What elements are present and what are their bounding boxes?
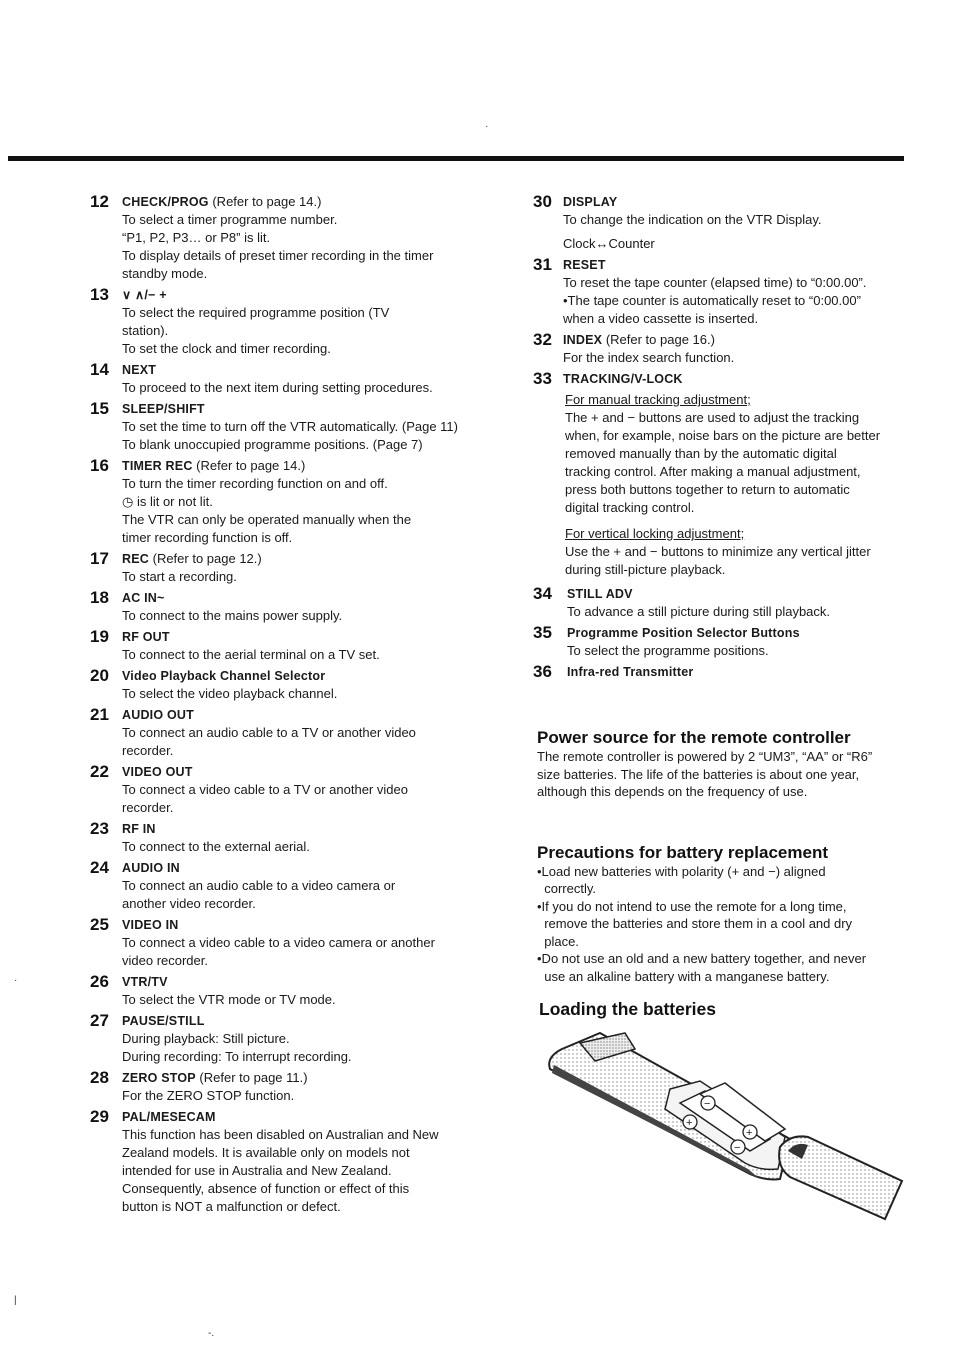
item-number: 12 <box>90 192 109 211</box>
item-description-line: To connect to the aerial terminal on a TV set. <box>122 647 380 662</box>
precaution-line: •Do not use an old and a new battery together, and never <box>537 951 867 966</box>
item-description-line: To connect to the external aerial. <box>122 839 310 854</box>
item-heading <box>122 457 500 475</box>
item-heading <box>122 1012 500 1030</box>
item-label: STILL ADV <box>567 587 633 601</box>
item-heading <box>563 193 913 211</box>
margin-speck: -. <box>208 1328 215 1339</box>
item-description-line: The VTR can only be operated manually when the <box>122 512 412 527</box>
item-number: 26 <box>90 972 109 991</box>
manual-tracking-line: when, for example, noise bars on the picture are better <box>565 428 881 443</box>
item-number: 22 <box>90 762 109 781</box>
item-label: AUDIO IN <box>122 861 180 875</box>
item-description-line: To connect an audio cable to a TV or another video <box>122 725 416 740</box>
item-description-line: To set the clock and timer recording. <box>122 341 331 356</box>
vertical-locking-line: during still-picture playback. <box>565 562 726 577</box>
item-heading <box>122 859 500 877</box>
item-label: VIDEO OUT <box>122 765 193 779</box>
item-13 <box>90 286 500 358</box>
item-heading <box>122 1108 500 1126</box>
precaution-line: use an alkaline battery with a manganese battery. <box>537 968 830 984</box>
item-label: PAUSE/STILL <box>122 1014 205 1028</box>
item-number: 23 <box>90 819 109 838</box>
item-30 <box>533 193 913 253</box>
item-description-line: To turn the timer recording function on and off. <box>122 476 388 491</box>
item-description-line: recorder. <box>122 743 174 758</box>
item-description-line: To proceed to the next item during setting procedures. <box>122 380 433 395</box>
item-number: 20 <box>90 666 109 685</box>
item-description-line: station). <box>122 323 169 338</box>
svg-text:−: − <box>704 1098 711 1110</box>
item-description-line: To connect a video cable to a TV or another video <box>122 782 408 797</box>
item-description-line: standby mode. <box>122 266 208 281</box>
item-description-line: To connect to the mains power supply. <box>122 608 343 623</box>
item-number: 14 <box>90 360 109 379</box>
item-description-line: To blank unoccupied programme positions. (Page 7) <box>122 437 423 452</box>
remote-battery-illustration <box>540 1029 910 1229</box>
item-description-line: This function has been disabled on Australian and New <box>122 1127 439 1142</box>
item-page-ref: (Refer to page 11.) <box>195 1070 308 1085</box>
item-number: 32 <box>533 330 552 349</box>
item-description-line: To advance a still picture during still playback. <box>567 604 831 619</box>
item-description-line: Zealand models. It is available only on models not <box>122 1145 410 1160</box>
item-number: 35 <box>533 623 552 642</box>
item-number: 24 <box>90 858 109 877</box>
precautions-title: Precautions for battery replacement <box>537 842 828 862</box>
item-description-line: To select the required programme position (TV <box>122 305 390 320</box>
item-29 <box>90 1108 500 1216</box>
item-description-line: To connect a video cable to a video camera or another <box>122 935 435 950</box>
item-description-line: Consequently, absence of function or effect of this <box>122 1181 410 1196</box>
vertical-locking-line: Use the + and − buttons to minimize any vertical jitter <box>565 544 871 559</box>
item-35 <box>533 624 913 660</box>
item-label: RF IN <box>122 822 156 836</box>
item-label: TIMER REC <box>122 459 193 473</box>
item-34 <box>533 585 913 621</box>
item-32 <box>533 331 913 367</box>
item-number: 19 <box>90 627 109 646</box>
item-number: 33 <box>533 369 552 388</box>
item-label: Infra-red Transmitter <box>567 665 694 679</box>
tracking-details <box>533 391 913 579</box>
item-heading <box>122 973 500 991</box>
item-number: 28 <box>90 1068 109 1087</box>
item-description-line: To select the video playback channel. <box>122 686 338 701</box>
item-16 <box>90 457 500 547</box>
item-heading <box>122 550 500 568</box>
svg-text:+: + <box>686 1117 693 1129</box>
power-source-line: although this depends on the frequency of use. <box>537 784 808 799</box>
item-description-line: when a video cassette is inserted. <box>563 311 759 326</box>
item-number: 21 <box>90 705 109 724</box>
precaution-line: correctly. <box>537 881 596 896</box>
item-heading <box>563 331 913 349</box>
item-description-line: another video recorder. <box>122 896 256 911</box>
item-heading <box>563 256 913 274</box>
scan-speck: · <box>485 121 489 132</box>
item-page-ref: (Refer to page 12.) <box>149 551 262 566</box>
item-heading <box>122 193 500 211</box>
item-number: 16 <box>90 456 109 475</box>
item-number: 17 <box>90 549 109 568</box>
item-description-line: For the ZERO STOP function. <box>122 1088 295 1103</box>
item-heading <box>122 628 500 646</box>
item-number: 27 <box>90 1011 109 1030</box>
item-heading <box>122 706 500 724</box>
manual-tracking-line: The + and − buttons are used to adjust the tracking <box>565 410 860 425</box>
item-description-line: To reset the tape counter (elapsed time) to “0:00.00”. <box>563 275 867 290</box>
item-label: SLEEP/SHIFT <box>122 402 205 416</box>
item-page-ref: (Refer to page 14.) <box>208 194 322 209</box>
item-21 <box>90 706 500 760</box>
vertical-locking-heading: For vertical locking adjustment; <box>565 526 745 541</box>
item-19 <box>90 628 500 664</box>
item-23 <box>90 820 500 856</box>
item-label: INDEX <box>563 333 603 347</box>
svg-text:−: − <box>734 1142 741 1154</box>
item-label: Video Playback Channel Selector <box>122 669 326 683</box>
item-description-line: timer recording function is off. <box>122 530 293 545</box>
item-number: 34 <box>533 584 552 603</box>
item-number: 31 <box>533 255 552 274</box>
item-description-line: “P1, P2, P3… or P8” is lit. <box>122 230 271 245</box>
item-label: REC <box>122 552 149 566</box>
item-label: ∨ ∧/− + <box>122 288 167 302</box>
item-heading <box>122 400 500 418</box>
item-description-line: intended for use in Australia and New Zealand. <box>122 1163 392 1178</box>
right-column <box>533 193 913 1019</box>
item-number: 36 <box>533 662 552 681</box>
item-page-ref: (Refer to page 16.) <box>602 332 715 347</box>
precaution-line: •Load new batteries with polarity (+ and −) aligned <box>537 863 826 879</box>
item-description-line: Clock↔Counter <box>563 236 655 251</box>
item-heading <box>122 820 500 838</box>
item-description-line: To connect an audio cable to a video camera or <box>122 878 396 893</box>
item-description-line: To display details of preset timer recording in the timer <box>122 248 434 263</box>
item-description-line: To set the time to turn off the VTR automatically. (Page 11) <box>122 419 458 434</box>
item-24 <box>90 859 500 913</box>
item-36 <box>533 663 913 681</box>
left-column <box>90 193 500 1219</box>
item-description-line: To select a timer programme number. <box>122 212 338 227</box>
item-label: AC IN~ <box>122 591 165 605</box>
manual-tracking-line: removed manually than by the automatic digital <box>565 446 837 461</box>
item-description-line: video recorder. <box>122 953 208 968</box>
item-label: TRACKING/V-LOCK <box>563 372 683 386</box>
loading-batteries-title: Loading the batteries <box>539 999 716 1019</box>
item-description-line: During recording: To interrupt recording. <box>122 1049 352 1064</box>
item-28 <box>90 1069 500 1105</box>
item-heading <box>122 1069 500 1087</box>
item-label: CHECK/PROG <box>122 195 209 209</box>
item-label: ZERO STOP <box>122 1071 196 1085</box>
margin-speck: | <box>14 1295 17 1306</box>
item-number: 25 <box>90 915 109 934</box>
item-description-line: button is NOT a malfunction or defect. <box>122 1199 341 1214</box>
item-label: VTR/TV <box>122 975 168 989</box>
power-source-line: size batteries. The life of the batteries is about one year, <box>537 766 860 782</box>
item-description-line: To select the VTR mode or TV mode. <box>122 992 336 1007</box>
item-18 <box>90 589 500 625</box>
manual-tracking-line: press both buttons together to return to automatic <box>565 482 850 497</box>
item-heading <box>122 916 500 934</box>
item-25 <box>90 916 500 970</box>
item-label: PAL/MESECAM <box>122 1110 216 1124</box>
precaution-line: place. <box>537 933 579 949</box>
item-27 <box>90 1012 500 1066</box>
item-heading <box>567 624 913 642</box>
item-label: RF OUT <box>122 630 170 644</box>
manual-tracking-line: digital tracking control. <box>565 500 695 515</box>
item-15 <box>90 400 500 454</box>
item-description-line: During playback: Still picture. <box>122 1031 290 1046</box>
power-source-line: The remote controller is powered by 2 “UM3”, “AA” or “R6” <box>537 749 873 764</box>
item-label: DISPLAY <box>563 195 618 209</box>
item-number: 30 <box>533 192 552 211</box>
item-label: VIDEO IN <box>122 918 179 932</box>
item-31 <box>533 256 913 328</box>
margin-speck: · <box>14 975 18 986</box>
power-source-title: Power source for the remote controller <box>537 728 851 747</box>
svg-text:+: + <box>746 1127 753 1139</box>
item-number: 15 <box>90 399 109 418</box>
item-description-line: •The tape counter is automatically reset to “0:00.00” <box>563 293 861 308</box>
battery-cover <box>779 1136 902 1219</box>
item-description-line: To select the programme positions. <box>567 643 769 658</box>
item-22 <box>90 763 500 817</box>
item-17 <box>90 550 500 586</box>
item-label: NEXT <box>122 363 157 377</box>
item-heading <box>122 763 500 781</box>
item-heading <box>122 589 500 607</box>
item-heading <box>122 667 500 685</box>
item-number: 29 <box>90 1107 109 1126</box>
item-page-ref: (Refer to page 14.) <box>192 458 306 473</box>
manual-tracking-line: tracking control. After making a manual adjustment, <box>565 464 861 479</box>
item-26 <box>90 973 500 1009</box>
item-20 <box>90 667 500 703</box>
item-33 <box>533 370 913 388</box>
precaution-line: •If you do not intend to use the remote for a long time, <box>537 898 847 914</box>
item-description-line: To start a recording. <box>122 569 237 584</box>
item-14 <box>90 361 500 397</box>
item-description-line: For the index search function. <box>563 350 735 365</box>
item-label: Programme Position Selector Buttons <box>567 626 800 640</box>
item-heading <box>567 585 913 603</box>
item-number: 18 <box>90 588 109 607</box>
item-number: 13 <box>90 285 109 304</box>
top-rule <box>8 156 904 161</box>
item-12 <box>90 193 500 283</box>
item-description-line: To change the indication on the VTR Display. <box>563 212 822 227</box>
item-label: RESET <box>563 258 606 272</box>
item-heading <box>567 663 913 681</box>
item-heading <box>563 370 913 388</box>
item-description-line: recorder. <box>122 800 174 815</box>
item-heading <box>122 361 500 379</box>
item-label: AUDIO OUT <box>122 708 194 722</box>
item-description-line: ◷ is lit or not lit. <box>122 494 213 509</box>
manual-tracking-heading: For manual tracking adjustment; <box>565 392 751 407</box>
item-heading <box>122 286 500 304</box>
precaution-line: remove the batteries and store them in a cool and dry <box>537 916 853 931</box>
